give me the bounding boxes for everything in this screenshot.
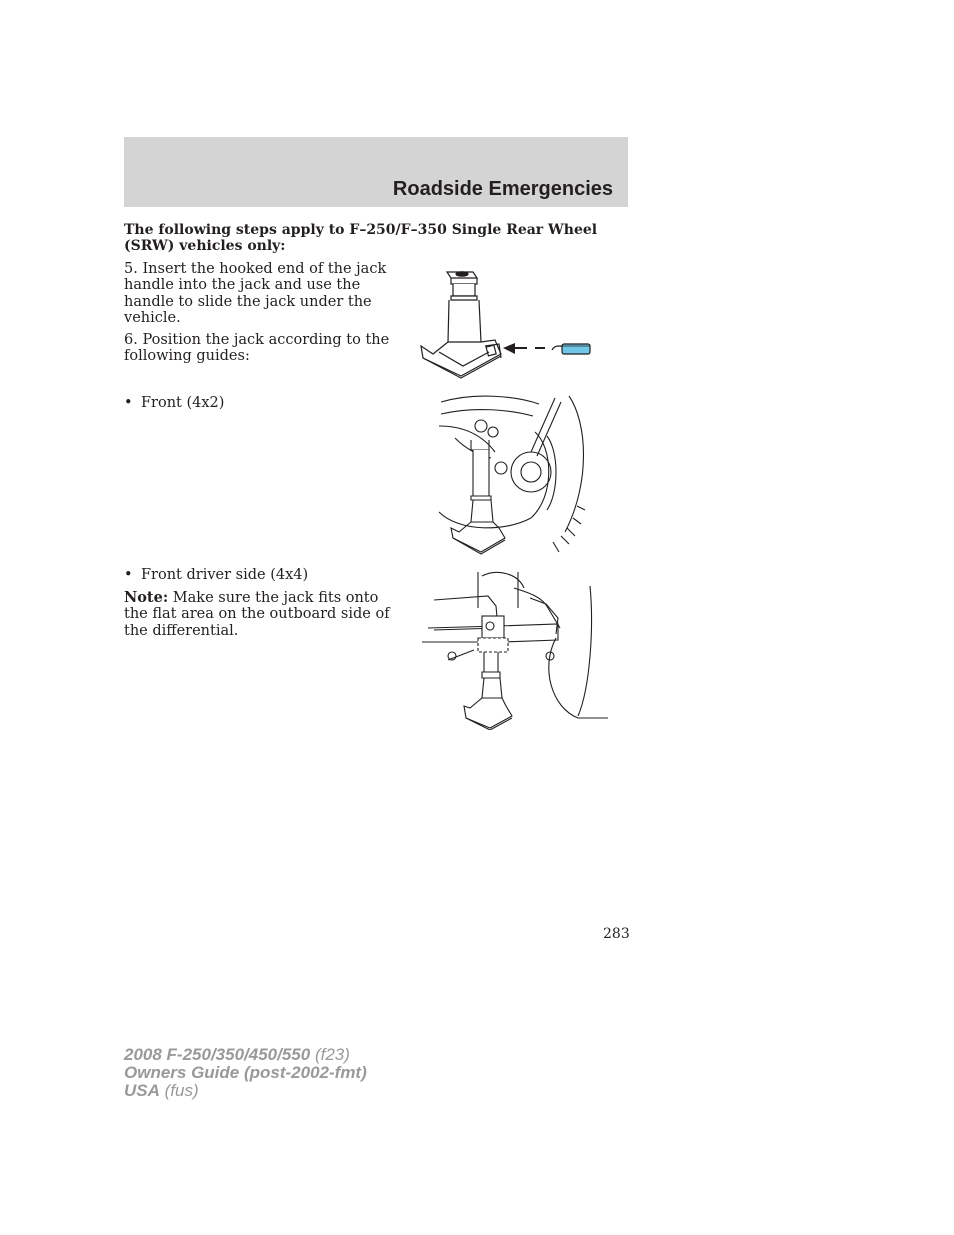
footer-model: 2008 F-250/350/450/550 — [124, 1045, 311, 1064]
step-5-text: 5. Insert the hooked end of the jack handle into the jack and use the handle to slide the jack under the vehicle. — [124, 261, 387, 327]
intro-heading: The following steps apply to F–250/F–350 Single Rear Wheel (SRW) vehicles only: — [124, 222, 598, 254]
bullet-symbol: • — [124, 395, 133, 411]
footer-model-code: (f23) — [310, 1045, 350, 1064]
document-footer — [124, 1046, 367, 1100]
footer-line-2: Owners Guide (post-2002-fmt) — [124, 1063, 367, 1082]
bullet-text: Front driver side (4x4) — [141, 567, 309, 583]
bullet-front-driver-side-4x4 — [124, 567, 308, 583]
section-title: Roadside Emergencies — [392, 178, 613, 200]
bullet-front-4x2 — [124, 395, 224, 411]
page-number: 283 — [603, 926, 630, 942]
note-label: Note: — [124, 589, 169, 606]
footer-line-3 — [124, 1082, 367, 1100]
front-4x4-jacking-illustration — [418, 568, 610, 730]
section-header-band — [124, 137, 628, 207]
note-text: Make sure the jack fits onto the flat area on the outboard side of the differential. — [124, 590, 390, 639]
jack-handle-illustration — [415, 266, 600, 381]
step-6-text: 6. Position the jack according to the following guides: — [124, 332, 390, 365]
footer-region-code: (fus) — [159, 1081, 199, 1100]
front-4x2-jacking-illustration — [435, 392, 590, 556]
footer-region: USA — [124, 1081, 160, 1100]
note-paragraph — [124, 590, 394, 639]
bullet-text: Front (4x2) — [141, 395, 225, 411]
footer-line-1 — [124, 1046, 367, 1064]
bullet-symbol: • — [124, 567, 133, 583]
